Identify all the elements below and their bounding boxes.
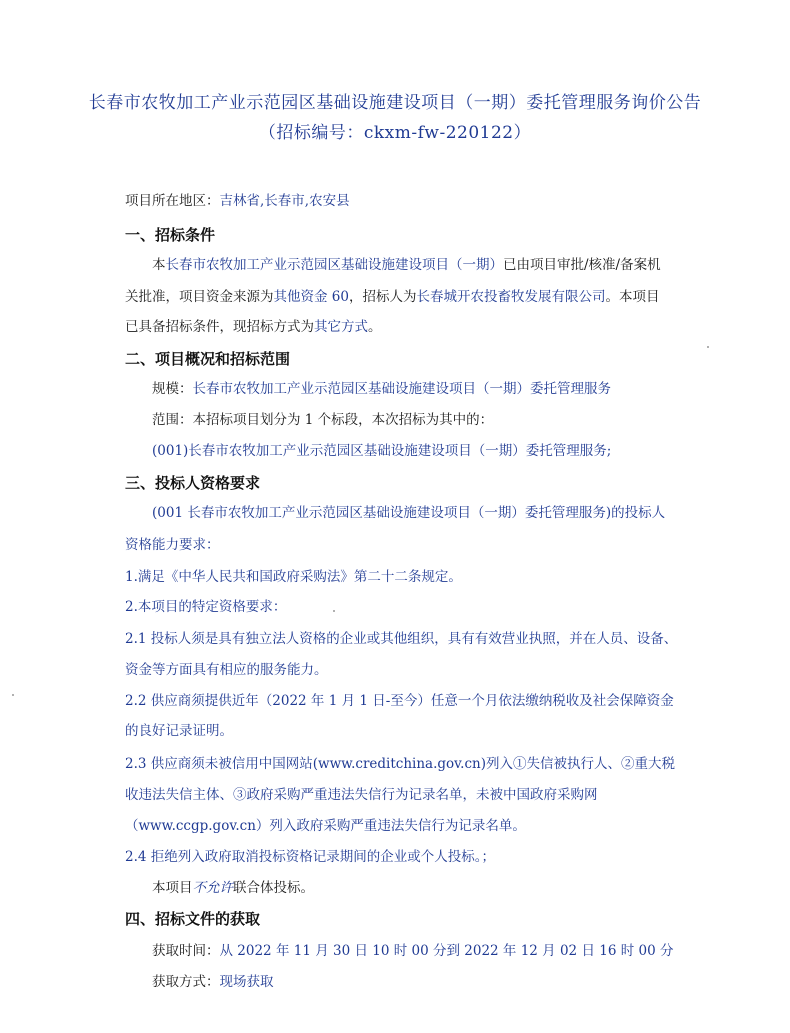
- text: 已由项目审批/核准/备案机: [503, 257, 661, 273]
- text: 已具备招标条件，现招标方式为: [125, 319, 314, 335]
- scale-value: 长春市农牧加工产业示范园区基础设施建设项目（一期）委托管理服务: [192, 381, 611, 397]
- requirement-2-3-line3: （www.ccgp.gov.cn）列入政府采购严重违法失信行为记录名单。: [125, 818, 526, 834]
- project-location: [125, 192, 350, 210]
- section-heading-2: 二、项目概况和招标范围: [125, 350, 291, 368]
- section-heading-4: 四、招标文件的获取: [125, 910, 261, 928]
- section-heading-3: 三、投标人资格要求: [125, 474, 261, 492]
- project-scope: 范围：本招标项目划分为 1 个标段，本次招标为其中的：: [152, 412, 494, 428]
- method-value: 现场获取: [219, 974, 274, 990]
- section1-paragraph-line2: [125, 288, 659, 306]
- joint-bid-statement: [152, 879, 314, 897]
- text: 。: [368, 319, 382, 335]
- requirement-2-4: 2.4 拒绝列入政府取消投标资格记录期间的企业或个人投标。；: [125, 849, 496, 865]
- requirement-1: 1.满足《中华人民共和国政府采购法》第二十二条规定。: [125, 569, 462, 585]
- scan-speck: [707, 346, 709, 348]
- qualification-intro-line1: (001 长春市农牧加工产业示范园区基础设施建设项目（一期）委托管理服务)的投标人: [152, 505, 666, 521]
- location-value: 吉林省,长春市,农安县: [219, 193, 350, 209]
- joint-bid-status: 不允许: [192, 880, 233, 896]
- location-label: 项目所在地区：: [125, 193, 220, 209]
- tender-method: 其它方式: [314, 319, 368, 335]
- text: 本: [152, 257, 166, 273]
- fund-source: 其他资金 60: [273, 289, 349, 305]
- requirement-2-2-line1: 2.2 供应商须提供近年（2022 年 1 月 1 日-至今）任意一个月依法缴纳税收及社会保障资金: [125, 693, 674, 709]
- text: 关批准，项目资金来源为: [125, 289, 274, 305]
- text: ，招标人为: [348, 289, 417, 305]
- document-title: 长春市农牧加工产业示范园区基础设施建设项目（一期）委托管理服务询价公告: [88, 93, 702, 113]
- qualification-intro-line2: 资格能力要求：: [125, 537, 220, 553]
- time-value: 从 2022 年 11 月 30 日 10 时 00 分到 2022 年 12 月 02 日 16 时 00 分: [219, 943, 674, 959]
- project-name: 长春市农牧加工产业示范园区基础设施建设项目（一期）: [165, 257, 503, 273]
- text: 。本项目: [605, 289, 660, 305]
- section1-paragraph-line1: [152, 256, 661, 274]
- scan-speck: [333, 610, 335, 612]
- tender-number: （招标编号：ckxm-fw-220122）: [258, 123, 532, 143]
- section1-paragraph-line3: [125, 318, 382, 336]
- time-label: 获取时间：: [152, 943, 220, 959]
- requirement-2-1-line2: 资金等方面具有相应的服务能力。: [125, 662, 328, 678]
- scale-label: 规模：: [152, 381, 193, 397]
- acquisition-time: [152, 942, 673, 960]
- requirement-2-1-line1: 2.1 投标人须是具有独立法人资格的企业或其他组织，具有有效营业执照，并在人员、设备、: [125, 631, 678, 647]
- requirement-2-3-line2: 收违法失信主体、③政府采购严重违法失信行为记录名单，未被中国政府采购网: [125, 787, 598, 803]
- acquisition-method: [152, 973, 274, 991]
- text: 联合体投标。: [233, 880, 314, 896]
- requirement-2-3-line1: 2.3 供应商须未被信用中国网站(www.creditchina.gov.cn)列入①失信被执行人、②重大税: [125, 756, 675, 772]
- requirement-2: 2.本项目的特定资格要求：: [125, 599, 287, 615]
- project-scale: [152, 380, 611, 398]
- section-heading-1: 一、招标条件: [125, 226, 216, 244]
- method-label: 获取方式：: [152, 974, 220, 990]
- requirement-2-2-line2: 的良好记录证明。: [125, 723, 233, 739]
- scan-speck: [12, 694, 14, 696]
- tenderer-name: 长春城开农投畜牧发展有限公司: [416, 289, 606, 305]
- text: 本项目: [152, 880, 193, 896]
- lot-item: (001)长春市农牧加工产业示范园区基础设施建设项目（一期）委托管理服务;: [152, 443, 612, 459]
